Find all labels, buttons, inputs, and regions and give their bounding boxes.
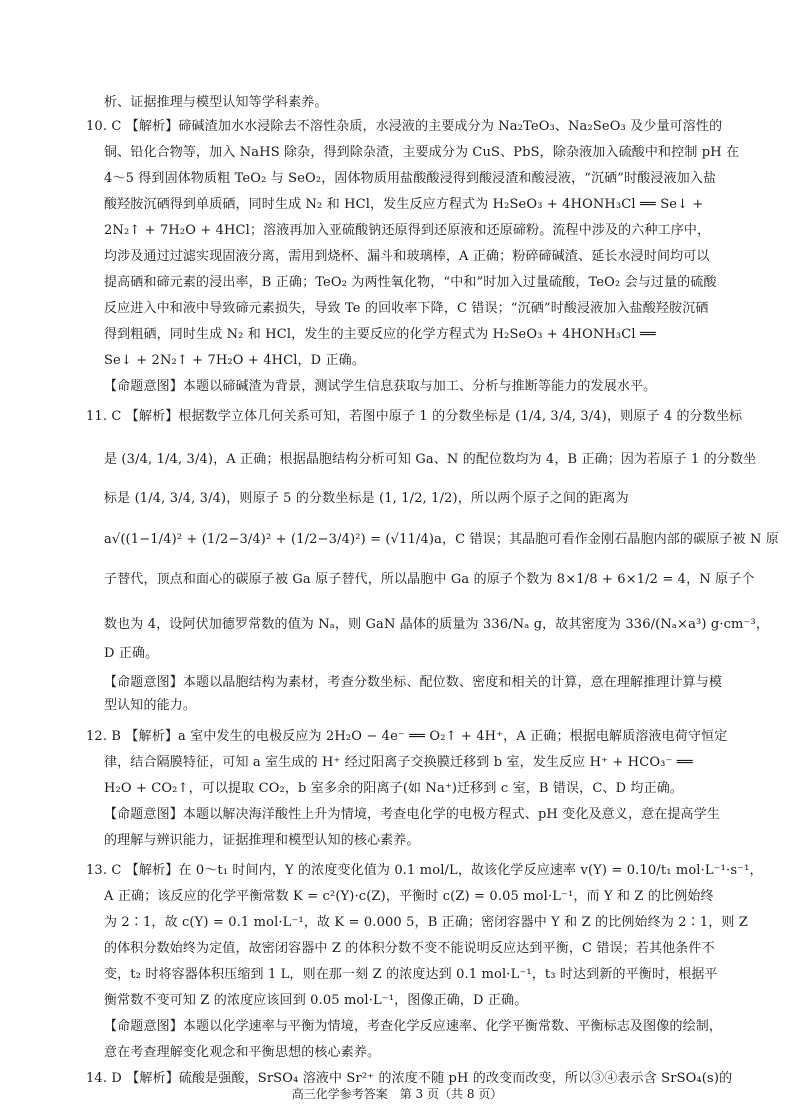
text-line: 铜、铅化合物等，加入 NaHS 除杂，得到除杂渣，主要成分为 CuS、PbS，除杂液加入硫酸中和控制 pH 在 [104,145,740,160]
text-line: 均涉及通过过滤实现固液分离，需用到烧杯、漏斗和玻璃棒，A 正确；粉碎碲碱渣、延长水浸时间均可以 [104,249,710,264]
text-line: 是 (3/4, 1/4, 3/4)，A 正确；根据晶胞结构分析可知 Ga、N 的配位数均为 4，B 正确；因为若原子 1 的分数坐 [104,452,757,467]
text-line: 的体积分数始终为定值，故密闭容器中 Z 的体积分数不变不能说明反应达到平衡，C 错误；若其他条件不 [104,941,715,956]
text-line: 析、证据推理与模型认知等学科素养。 [104,95,328,110]
text-line: 【命题意图】本题以晶胞结构为素材，考查分数坐标、配位数、密度和相关的计算，意在理解推理计算与模 [104,675,723,690]
text-line: 为 2∶1，故 c(Y) = 0.1 mol·L⁻¹，故 K = 0.000 5，B 正确；密闭容器中 Y 和 Z 的比例始终为 2∶1，则 Z [104,915,749,930]
text-line: H₂O + CO₂↑，可以提取 CO₂，b 室多余的阳离子(如 Na⁺)迁移到 c 室，B 错误，C、D 均正确。 [104,781,684,796]
page-footer: 高三化学参考答案 第 3 页（共 8 页） [291,1087,503,1101]
text-line: 12. B 【解析】a 室中发生的电极反应为 2H₂O − 4e⁻ ══ O₂↑ + 4H⁺，A 正确；根据电解质溶液电荷守恒定 [86,729,728,744]
text-line: 意在考查理解变化观念和平衡思想的核心素养。 [104,1045,381,1060]
text-line: 【命题意图】本题以化学速率与平衡为情境，考查化学反应速率、化学平衡常数、平衡标志及图像的绘制， [104,1019,723,1034]
text-line: A 正确；该反应的化学平衡常数 K = c²(Y)·c(Z)，平衡时 c(Z) = 0.05 mol·L⁻¹，而 Y 和 Z 的比例始终 [104,889,714,904]
text-line: 律，结合隔膜特征，可知 a 室生成的 H⁺ 经过阳离子交换膜迁移到 b 室，发生反应 H⁺ + HCO₃⁻ ══ [104,755,693,770]
text-line: a√((1−1/4)² + (1/2−3/4)² + (1/2−3/4)²) = (√11/4)a，C 错误；其晶胞可看作金刚石晶胞内部的碳原子被 N 原 [104,532,779,547]
text-line: 衡常数不变可知 Z 的浓度应该回到 0.05 mol·L⁻¹，图像正确，D 正确。 [104,993,528,1008]
text-line: 得到粗硒，同时生成 N₂ 和 HCl，发生的主要反应的化学方程式为 H₂SeO₃ + 4HONH₃Cl ══ [104,327,656,342]
text-line: 变，t₂ 时将容器体积压缩到 1 L，则在那一刻 Z 的浓度达到 0.1 mol·L⁻¹，t₃ 时达到新的平衡时，根据平 [104,967,718,982]
text-line: 【命题意图】本题以碲碱渣为背景，测试学生信息获取与加工、分析与推断等能力的发展水平。 [104,379,657,394]
text-line: 2N₂↑ + 7H₂O + 4HCl；溶液再加入亚硫酸钠还原得到还原液和还原碲粉。流程中涉及的六种工序中， [104,223,711,238]
text-line: 反应进入中和液中导致碲元素损失，导致 Te 的回收率下降，C 错误；“沉硒”时酸浸液加入盐酸羟胺沉硒 [104,301,709,316]
text-line: 14. D 【解析】硫酸是强酸，SrSO₄ 溶液中 Sr²⁺ 的浓度不随 pH 的改变而改变，所以③④表示含 SrSO₄(s)的 [86,1071,733,1086]
text-line: 10. C 【解析】碲碱渣加水水浸除去不溶性杂质，水浸液的主要成分为 Na₂TeO₃、Na₂SeO₃ 及少量可溶性的 [86,119,723,134]
text-line: 的理解与辨识能力，证据推理和模型认知的核心素养。 [104,833,420,848]
text-line: 酸羟胺沉硒得到单质硒，同时生成 N₂ 和 HCl，发生反应方程式为 H₂SeO₃ + 4HONH₃Cl ══ Se↓ + [104,197,704,212]
text-line: 【命题意图】本题以解决海洋酸性上升为情境，考查电化学的电极方程式、pH 变化及意义，意在提高学生 [104,807,720,822]
text-line: 13. C 【解析】在 0～t₁ 时间内，Y 的浓度变化值为 0.1 mol/L，故该化学反应速率 v(Y) = 0.10/t₁ mol·L⁻¹·s⁻¹， [86,863,763,878]
text-line: Se↓ + 2N₂↑ + 7H₂O + 4HCl，D 正确。 [104,353,365,368]
text-line: 型认知的能力。 [104,698,197,713]
text-line: 子替代，顶点和面心的碳原子被 Ga 原子替代，所以晶胞中 Ga 的原子个数为 8×1/8 + 6×1/2 = 4，N 原子个 [104,572,755,587]
text-line: 数也为 4，设阿伏加德罗常数的值为 Nₐ，则 GaN 晶体的质量为 336/Nₐ g，故其密度为 336/(Nₐ×a³) g·cm⁻³， [104,617,770,632]
text-line: 提高硒和碲元素的浸出率，B 正确；TeO₂ 为两性氧化物，“中和”时加入过量硫酸，TeO₂ 会与过量的硫酸 [104,275,717,290]
text-line: D 正确。 [104,646,159,661]
text-line: 标是 (1/4, 3/4, 3/4)，则原子 5 的分数坐标是 (1, 1/2, 1/2)，所以两个原子之间的距离为 [104,491,629,506]
text-line: 11. C 【解析】根据数学立体几何关系可知，若图中原子 1 的分数坐标是 (1/4, 3/4, 3/4)，则原子 4 的分数坐标 [86,409,743,424]
text-line: 4～5 得到固体物质粗 TeO₂ 与 SeO₂，固体物质用盐酸酸浸得到酸浸渣和酸浸液，“沉硒”时酸浸液加入盐 [104,171,717,186]
